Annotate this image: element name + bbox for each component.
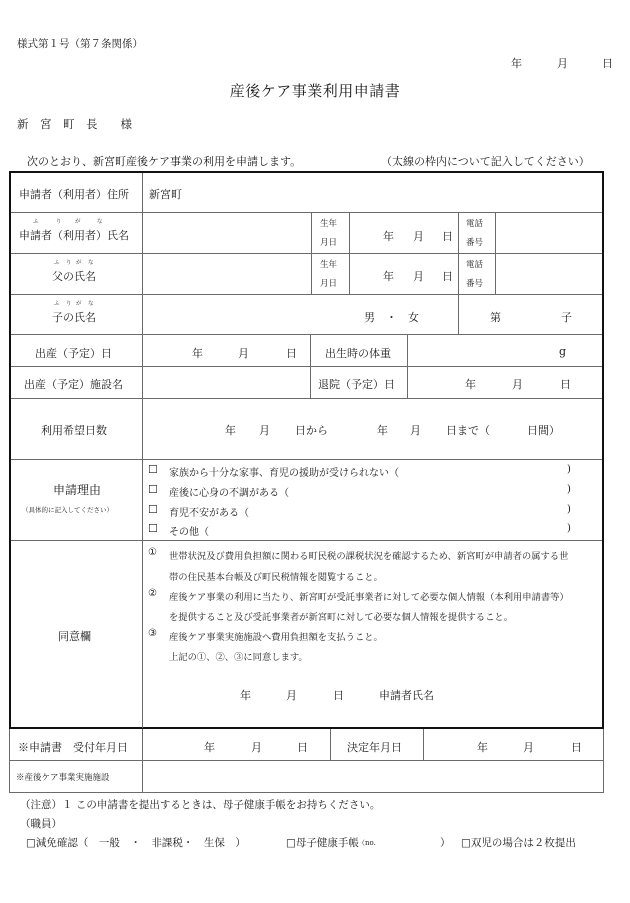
period-from-year[interactable]: 年 (225, 424, 236, 437)
footer-note: （注意）１ この申請書を提出するときは、母子健康手帳をお持ちください。 (20, 799, 381, 811)
facility-field[interactable] (143, 761, 603, 792)
col-divider (349, 212, 350, 294)
reason-text: 家族から十分な家事、育児の援助が受けられない（ (169, 468, 399, 479)
applicant-phone-label-2: 番号 (466, 238, 484, 248)
reason-close-paren: ) (567, 484, 571, 495)
furigana-char: が (76, 301, 82, 307)
instruction-text: （太線の枠内について記入してください） (381, 155, 590, 168)
handbook-number-field[interactable] (385, 833, 435, 849)
decision-year[interactable]: 年 (477, 741, 488, 754)
father-birth-month[interactable]: 月 (413, 270, 424, 283)
discharge-day[interactable]: 日 (560, 378, 571, 391)
discharge-month[interactable]: 月 (512, 378, 523, 391)
row-divider (9, 792, 604, 793)
col-divider (310, 334, 311, 398)
delivery-month[interactable]: 月 (238, 347, 249, 360)
applicant-birth-day[interactable]: 日 (442, 230, 453, 243)
addressee: 新 宮 町 長 様 (17, 117, 132, 131)
col-divider (423, 729, 424, 760)
reason-text: 産後に心身の不調がある（ (169, 488, 289, 499)
father-phone-label-2: 番号 (466, 279, 484, 289)
intro-text: 次のとおり、新宮町産後ケア事業の利用を申請します。 (27, 155, 302, 168)
period-from-month[interactable]: 月 (259, 424, 270, 437)
delivery-facility-label: 出産（予定）施設名 (24, 378, 123, 391)
table-border-bottom (9, 727, 604, 729)
date-year-label: 年 (511, 57, 522, 70)
consent-text: 産後ケア事業実施施設へ費用負担額を支払うこと。 (169, 632, 383, 643)
birth-order-prefix: 第 (490, 311, 501, 324)
row-divider (11, 540, 602, 541)
applicant-birth-year[interactable]: 年 (383, 230, 394, 243)
birth-weight-field[interactable] (408, 335, 554, 366)
applicant-birthdate-label-2: 月日 (320, 238, 338, 248)
furigana-char: な (97, 219, 103, 225)
applicant-name-label (19, 227, 129, 243)
father-phone-field[interactable] (496, 254, 602, 294)
applicant-birth-month[interactable]: 月 (413, 230, 424, 243)
reason-close-paren: ) (567, 464, 571, 475)
father-birth-year[interactable]: 年 (383, 270, 394, 283)
furigana-char: り (66, 260, 72, 266)
consent-text: を提供すること及び受託事業者が新宮町に対して必要な個人情報を提供すること。 (169, 612, 513, 623)
handbook-check[interactable]: □母子健康手帳 (286, 837, 359, 849)
date-day-label: 日 (602, 57, 613, 70)
handbook-number-label: （no. (358, 839, 376, 847)
consent-number: ③ (148, 628, 157, 639)
decision-date-label: 決定年月日 (347, 741, 402, 754)
furigana-char: な (88, 260, 94, 266)
father-name-label-text: 父の氏名 (52, 270, 96, 283)
applicant-phone-label-1: 電話 (466, 219, 484, 229)
address-field[interactable]: 新宮町 (149, 188, 182, 201)
reason-close-paren: ) (567, 504, 571, 515)
col-divider (311, 212, 312, 294)
receipt-month[interactable]: 月 (251, 741, 262, 754)
decision-day[interactable]: 日 (571, 741, 582, 754)
date-month-label: 月 (557, 57, 568, 70)
consent-label: 同意欄 (58, 630, 91, 643)
row-divider (11, 398, 602, 399)
applicant-name-label-text: 申請者（利用者）氏名 (19, 229, 129, 242)
father-birthdate-label-1: 生年 (320, 260, 338, 270)
birth-weight-unit: g (559, 345, 567, 358)
applicant-phone-field[interactable] (496, 213, 602, 253)
receipt-year[interactable]: 年 (204, 741, 215, 754)
receipt-date-label: ※申請書 受付年月日 (18, 741, 128, 754)
reason-label: 申請理由 (53, 483, 102, 497)
delivery-day[interactable]: 日 (286, 347, 297, 360)
father-name-field[interactable] (143, 254, 311, 294)
col-divider (330, 729, 331, 760)
table-border-right (602, 171, 604, 729)
reason-text: 育児不安がある（ (169, 508, 249, 519)
consent-text: 帯の住民基本台帳及び町民税情報を閲覧すること。 (169, 572, 383, 583)
birth-order-field[interactable] (506, 296, 558, 333)
period-to-month[interactable]: 月 (410, 424, 421, 437)
consent-month[interactable]: 月 (286, 689, 297, 702)
consent-number: ② (148, 588, 157, 599)
reason-checkbox[interactable]: ☐ (148, 483, 158, 496)
period-from-day[interactable]: 日から (295, 424, 328, 437)
handbook-number-close: ） (440, 837, 451, 849)
page-title: 産後ケア事業利用申請書 (229, 82, 401, 100)
child-sex-options[interactable]: 男 ・ 女 (364, 311, 419, 324)
birth-weight-label: 出生時の体重 (325, 347, 391, 360)
col-divider (458, 212, 459, 334)
reason-sublabel: （具体的に記入してください） (22, 506, 113, 514)
delivery-year[interactable]: 年 (192, 347, 203, 360)
applicant-signature-field[interactable] (440, 680, 595, 704)
table-border-top (9, 171, 604, 173)
discharge-date-label: 退院（予定）日 (318, 378, 395, 391)
consent-text: 産後ケア事業の利用に当たり、新宮町が受託事業者に対して必要な個人情報（本利用申請書等） (169, 592, 569, 603)
consent-day[interactable]: 日 (333, 689, 344, 702)
facility-label: ※産後ケア事業実施施設 (16, 773, 110, 783)
furigana-char: り (56, 219, 62, 225)
table-border-left (9, 171, 11, 729)
furigana-char: ふ (54, 260, 60, 266)
father-name-label (52, 268, 121, 284)
applicant-birthdate-label-1: 生年 (320, 219, 338, 229)
decision-month[interactable]: 月 (523, 741, 534, 754)
desired-days-label: 利用希望日数 (41, 424, 107, 437)
reason-text: その他（ (169, 527, 209, 538)
consent-number: ① (148, 547, 157, 558)
consent-statement: 上記の①、②、③に同意します。 (169, 652, 308, 663)
period-days[interactable]: 日間） (527, 424, 560, 437)
furigana-char: ふ (54, 301, 60, 307)
reason-close-paren: ) (567, 523, 571, 534)
receipt-day[interactable]: 日 (297, 741, 308, 754)
address-label: 申請者（利用者）住所 (19, 188, 129, 201)
delivery-facility-field[interactable] (143, 367, 310, 398)
applicant-name-field[interactable] (143, 213, 311, 253)
furigana-char: が (76, 260, 82, 266)
twins-check[interactable]: □双児の場合は２枚提出 (461, 837, 576, 849)
row-divider (11, 459, 602, 460)
father-phone-label-1: 電話 (466, 260, 484, 270)
child-name-label: 子の氏名 (52, 311, 96, 324)
reason-checkbox[interactable]: ☐ (148, 522, 158, 535)
furigana-char: が (75, 219, 81, 225)
father-birthdate-label-2: 月日 (320, 279, 338, 289)
reason-checkbox[interactable]: ☐ (148, 463, 158, 476)
furigana-char: な (88, 301, 94, 307)
form-number: 様式第１号（第７条関係） (17, 38, 143, 50)
period-to-day[interactable]: 日まで（ (446, 424, 490, 437)
furigana-char: ふ (33, 219, 39, 225)
child-name-field[interactable] (143, 295, 311, 334)
staff-label: （職員） (20, 818, 62, 830)
discharge-year[interactable]: 年 (465, 378, 476, 391)
exemption-check[interactable]: □減免確認（ 一般 ・ 非課税・ 生保 ） (26, 837, 246, 849)
consent-year[interactable]: 年 (240, 689, 251, 702)
delivery-date-label: 出産（予定）日 (35, 347, 112, 360)
father-birth-day[interactable]: 日 (442, 270, 453, 283)
birth-order-suffix: 子 (561, 311, 572, 324)
furigana-char: り (66, 301, 72, 307)
consent-text: 世帯状況及び費用負担額に関わる町民税の課税状況を確認するため、新宮町が申請者の属する世 (169, 551, 569, 562)
reason-checkbox[interactable]: ☐ (148, 503, 158, 516)
applicant-signature-label: 申請者氏名 (379, 689, 434, 702)
period-to-year[interactable]: 年 (377, 424, 388, 437)
col-divider (603, 729, 604, 793)
col-divider (9, 729, 10, 793)
